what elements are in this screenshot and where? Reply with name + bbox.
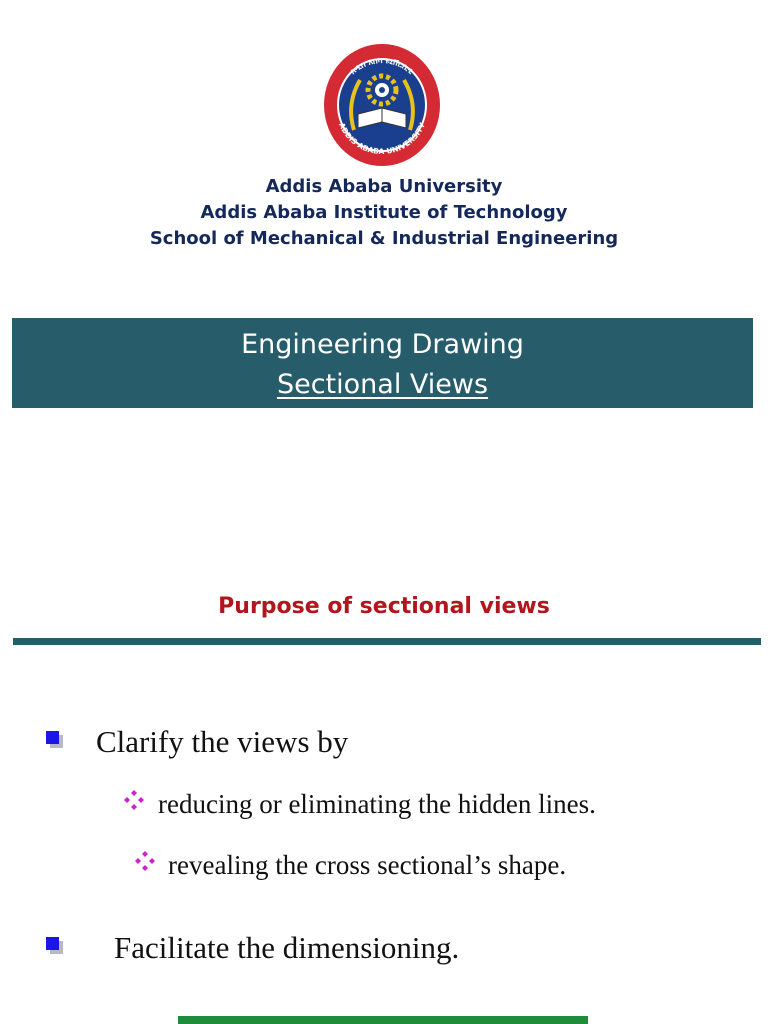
bullet-text: Facilitate the dimensioning.: [114, 930, 460, 965]
university-seal-icon: [322, 42, 442, 168]
seal-top-text: አዲስ አበባ ዩኒቨርሲቲ: [348, 55, 416, 77]
sub-bullet-text: reducing or eliminating the hidden lines.: [158, 789, 596, 819]
square-bullet-icon: [46, 937, 59, 950]
topic-title: Sectional Views: [276, 369, 489, 400]
bullet-text: Clarify the views by: [96, 724, 349, 759]
section-heading: Purpose of sectional views: [218, 594, 550, 619]
school-name: School of Mechanical & Industrial Engineering: [149, 228, 619, 249]
footer-bar: [178, 1016, 588, 1024]
square-bullet-icon: [46, 731, 59, 744]
university-name: Addis Ababa University: [265, 176, 503, 197]
diamond-bullet-icon: [134, 850, 156, 872]
course-title: Engineering Drawing: [241, 329, 524, 360]
institute-name: Addis Ababa Institute of Technology: [200, 202, 568, 223]
sub-bullet-text: revealing the cross sectional’s shape.: [168, 850, 567, 880]
title-banner: [12, 318, 753, 408]
section-divider: [13, 638, 761, 645]
seal-bottom-text: ADDIS ABABA UNIVERSITY: [337, 121, 427, 157]
diamond-bullet-icon: [123, 789, 145, 811]
